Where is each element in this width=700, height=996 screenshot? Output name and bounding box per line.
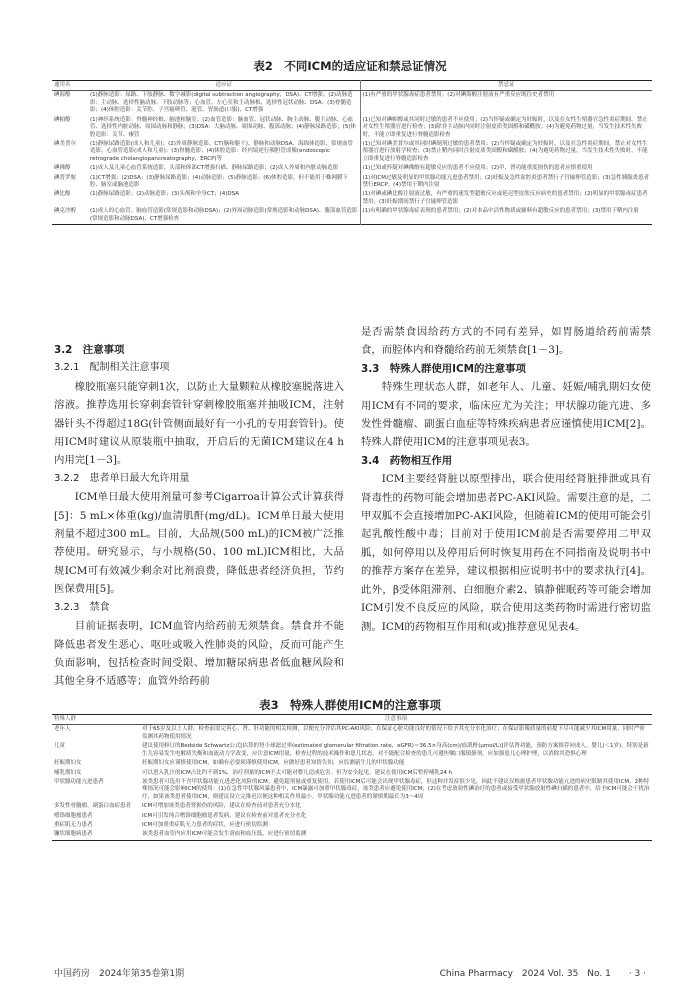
subsection-heading: 3.2.3 禁食 xyxy=(54,601,110,613)
table3-row xyxy=(52,759,652,768)
table2-row xyxy=(52,116,652,140)
table2-row xyxy=(52,174,652,191)
paragraph: 橡胶瓶塞只能穿刺1次，以防止大量颗粒从橡胶塞脱落进入溶液。推荐选用长穿刺套管针穿刺橡胶瓶塞并抽吸ICM，注射器针头不得超过18G(针管侧面最好有一小孔的专用套管针)。使用ICM时建议从原装瓶中抽取，开启后的无菌ICM建议在4 h内用完[1－3]。 xyxy=(54,380,344,467)
table2-cell-indication: (1)静脉尿路造影；(2)动脉造影；(3)头颅和全身CT；(4)DSA xyxy=(90,191,239,198)
table3-cell-note: 该类患者血管内应用ICM可能会发生溶血和血压低，应进行密切监测 xyxy=(142,831,307,838)
table2-cell-name: 碘比醇 xyxy=(54,191,71,198)
table3-row xyxy=(52,725,652,742)
table3-cell-group: 老年人 xyxy=(54,726,71,733)
table2-cell-name: 碘海醇 xyxy=(54,92,71,99)
table3-cell-note: ICM可加重重症肌无力患者的症状，应进行密切监测 xyxy=(142,822,268,829)
table2-cell-name: 碘美普尔 xyxy=(54,140,77,147)
table3-cell-group: 儿童 xyxy=(54,743,66,750)
table3-cell-note: 该类患者可选用不含甲状腺功能亢进恶化风险的ICM；避免超剂量或重复使用。若使用ICM后可能会出现甲状腺毒症，但这种并发症很少见，因此不建议仅根据患者甲状腺功能亢进的病史限制其使用ICM。2种特殊情况可能会影响ICM的使用：(1)在急性甲状腺风暴患者中，ICM暴露可加重甲状腺毒症，该类患者应避免使用ICM；(2)在考虑放射性碘治疗的患者或接受甲状腺放射性碘扫描的患者中，给予ICM可能会干扰治疗，如果该类患者使用ICM，则建议设立完推迟以便这种相关作用最小。甲状腺功能亢进患者的谨慎期最长为3～4周 xyxy=(142,778,650,800)
table3-header-note: 注意事项 xyxy=(140,715,652,725)
table2-cell-contraindication: (1)对ICM过敏及明显的甲状腺功能亢进患者禁用；(2)妊娠及急性盆腔炎患者禁行子宫输卵管造影；(3)急性胰腺炎患者禁行ERCP；(4)禁用于鞘内注射 xyxy=(360,174,652,191)
table3-cell-note: ICM可增加该类患者肾损伤的风险，建议在检查前对患者充分水化 xyxy=(142,803,301,810)
table3 xyxy=(52,714,652,841)
table3-cell-group: 多发性骨髓瘤、副蛋白血症患者 xyxy=(54,803,132,810)
table3-row xyxy=(52,778,652,802)
paragraph: ICM单日最大使用剂量可参考Cigarroa计算公式计算获得[5]：5 mL×体重(kg)/血清肌酐(mg/dL)。ICM单日最大使用剂量不超过300 mL。目前，大品规(500 mL)的ICM被广泛推荐使用。研究显示，与小规格(50、100 mL)ICM相比，大品规ICM可有效减少剩余对比剂浪费，降低患者经济负担，节约医保费用[5]。 xyxy=(54,491,344,596)
table2-header-name: 通用名 xyxy=(52,81,88,91)
table2-cell-contraindication: (1)对碘或碘比醇注射液过敏，有严重的速发型超敏反应或延迟型皮肤反应病史的患者禁用；(2)明显的甲状腺毒症患者禁用；(3)妊娠期间禁行子宫输卵管造影 xyxy=(360,190,652,207)
table2-cell-contraindication: (1)已知对碘帕醇或其同时过敏的患者不应使用；(2)当怀疑或确定为妊娠时，以及在女性生殖器官急性炎症期间，禁止对女性生殖器官进行检查；(3)除非主动脉内同时注射皮质类固醇和磺酰胺；(4)为避免药物过量，当发生技术性失败时，不能立即重复进行脊髓造影检查 xyxy=(360,116,652,140)
table3-cell-group: 哺乳期妇女 xyxy=(54,769,82,776)
table3-cell-group: 镰状细胞病患者 xyxy=(54,831,93,838)
table3-row xyxy=(52,812,652,821)
table2-cell-indication: (1)静脉尿路造影(成人和儿童)；(2)外周静脉造影、CT(脑和躯干)、静脉和动脉DSA、海绵体造影、常规血管造影、心血管造影(成人和儿童)；(3)脊髓造影；(4)体腔造影：经内镜逆行胰胆管成像(endoscopic retrograde cholangiopancreatography，ERCP)等 xyxy=(90,140,353,162)
section-heading: 3.2 注意事项 xyxy=(54,344,125,356)
table2-header-contraindication: 禁忌证 xyxy=(360,81,652,91)
right-column xyxy=(361,323,651,636)
table2-row xyxy=(52,164,652,173)
section-heading: 3.3 特殊人群使用ICM的注意事项 xyxy=(361,362,526,375)
paragraph: 是否需禁食因给药方式的不同有差异，如胃肠道给药前需禁食，而腔体内和脊髓给药前无须禁食[1－3]。 xyxy=(361,326,651,357)
table2-cell-name: 碘普罗胺 xyxy=(54,174,77,181)
table2-cell-indication: (1)成人及儿童心血管系统造影、头部和体部CT增强扫描、静脉尿路造影；(2)成人外周和内脏动脉造影 xyxy=(90,165,339,172)
table2-cell-indication: (1)CT增强；(2)DSA；(3)静脉尿路造影；(4)动脉造影；(5)静脉造影；(6)体腔造影，但不能用于蛛网膜下腔、脑室或脑池造影 xyxy=(90,174,349,189)
table3-cell-group: 嗜铬细胞瘤患者 xyxy=(54,812,93,819)
subsection-heading: 3.2.2 患者单日最大允许用量 xyxy=(54,472,190,484)
table3-caption: 表3 特殊人群使用ICM的注意事项 xyxy=(259,698,441,712)
table3-row xyxy=(52,830,652,840)
table3-cell-group: 妊娠期妇女 xyxy=(54,760,82,767)
table2-cell-indication: (1)静脉造影：尿路、下肢静脉、数字减影(digital subtraction angiography，DSA)、CT增强；(2)动脉造影：主动脉、选择性脑动脉、下肢动脉等；心血管、左心室和主动脉根、选择性冠状动脉、DSA；(3)脊髓造影；(4)体腔造影：关节腔、子宫输卵管、涎管、胃肠道(口服)、CT增强 xyxy=(90,92,353,114)
table3-row xyxy=(52,821,652,830)
table2-cell-contraindication: (1)已知或怀疑对碘佛醇有超敏反应的患者不应使用；(2)甲、肾功能重度损伤的患者应慎重使用 xyxy=(360,164,652,173)
paragraph: 特殊生理状态人群，如老年人、儿童、妊娠/哺乳期妇女使用ICM有不同的要求，临床应尤为关注；甲状腺功能亢进、多发性骨髓瘤、副蛋白血症等特殊疾病患者应谨慎使用ICM[2]。特殊人群使用ICM的注意事项见表3。 xyxy=(361,381,651,449)
table2-cell-contraindication: (1)已知对碘美普尔或其同时碘制剂过敏的患者禁用；(2)当怀疑或确定为妊娠时，以及在急性炎症期间，禁止对女性生殖器官进行放射学检查；(3)禁止鞘内同时注射皮质类固醇和磺酰胺；(4)为避免药物过量，当发生技术性失败时，不能立即重复进行脊髓造影检查 xyxy=(360,140,652,164)
table2-cell-name: 碘佛醇 xyxy=(54,165,71,172)
paragraph: ICM主要经肾脏以原型排出，联合使用经肾脏排泄或具有肾毒性的药物可能会增加患者PC-AKI风险。需要注意的是，二甲双胍不会直接增加PC-AKI风险，但随着ICM的使用可能会引起乳酸性酸中毒；目前对于使用ICM前是否需要停用二甲双胍，如何停用以及停用后何时恢复用药在不同指南及说明书中的推荐方案存在差异，建议根据相应说明书中的要求执行[4]。此外，β受体阻滞剂、白细胞介素2、镇静催眠药等可能会增加ICM引发不良反应的风险，联合使用这类药物时需进行密切监测。ICM的药物相互作用和(或)推荐意见见表4。 xyxy=(361,473,651,633)
table3-header-group: 特殊人群 xyxy=(52,715,140,725)
footer-journal-cn: 中国药房 2024年第35卷第1期 xyxy=(54,969,185,979)
table2-row xyxy=(52,207,652,224)
table2-row xyxy=(52,91,652,116)
table2-cell-indication: (1)神经系统造影：脊髓神经根、脑池和脑室；(2)血管造影：脑血管、冠状动脉、胸主动脉、腹主动脉、心血管、选择性内脏动脉、周围动脉和静脉；(3)DSA：大脑动脉、周围动脉、腹部动脉；(4)静脉尿路造影；(5)体腔造影：关节、瘘管 xyxy=(90,116,356,138)
table2-row xyxy=(52,190,652,207)
table2-caption: 表2 不同ICM的适应证和禁忌证情况 xyxy=(253,59,447,73)
table2-cell-name: 碘帕醇 xyxy=(54,116,71,123)
table2-cell-indication: (1)成人的心血管、脑血管造影(常规造影和动脉DSA)；(2)外周动脉造影(常规造影和动脉DSA)、腹部血管造影(常规造影和动脉DSA)、CT增强检查 xyxy=(90,208,358,222)
table3-cell-group: 重症肌无力患者 xyxy=(54,822,93,829)
table3-row xyxy=(52,742,652,759)
table2-row xyxy=(52,140,652,164)
footer-journal-en: China Pharmacy 2024 Vol. 35 No. 1 · 3 · xyxy=(439,969,646,979)
table2-header-indication: 适应证 xyxy=(88,81,360,91)
table3-row xyxy=(52,769,652,778)
table3-cell-note: 可以进入乳汁的ICM占比约不到1%，治疗剂量的ICM不太可能对婴儿造成危害。但为安全起见，建议在使用ICM后暂停哺乳24 h xyxy=(142,769,453,776)
table2-cell-name: 碘克沙醇 xyxy=(54,208,77,215)
table2 xyxy=(52,80,652,225)
table3-row xyxy=(52,802,652,811)
left-column xyxy=(54,341,344,691)
paragraph: 目前证据表明，ICM血管内给药前无须禁食。禁食并不能降低患者发生恶心、呕吐或吸入性肺炎的风险，反而可能产生负面影响，包括检查时间受限、增加糖尿病患者低血糖风险和其他全身不适感等；血管外给药前 xyxy=(54,620,344,688)
section-heading: 3.4 药物相互作用 xyxy=(361,454,453,467)
table3-cell-note: ICM可引发纯合嗜铬细胞瘤患者发病，建议在检查前对患者充分水化 xyxy=(142,812,307,819)
table3-cell-group: 甲状腺功能亢进患者 xyxy=(54,778,104,785)
table2-cell-contraindication: (1)有明确的甲状腺毒症表现的患者禁用；(2)对本品中活性物质或辅料有超敏反应的患者禁用；(3)禁用于鞘内注射 xyxy=(360,207,652,224)
table3-cell-note: 妊娠期妇女应谨慎使用ICM，如确有必要须谨慎使用ICM，应做好患者知情告知，应监测新生儿的甲状腺功能 xyxy=(142,760,405,767)
table2-cell-contraindication: (1)有严重的甲状腺毒症患者禁用；(2)对碘海醇注射液有严重反应既往史者禁用 xyxy=(360,91,652,116)
subsection-heading: 3.2.1 配制相关注意事项 xyxy=(54,362,170,374)
table3-cell-note: 对于65岁及以上人群，检查前需完善心、肾、肝功能的相关检测，以便充分评估其PC-AKI风险；在保证心脏功能良好的情况下给予其充分水化治疗；在保证影像质量的前提下尽可能减少其ICM用量，同时严密监测其药物使用情况 xyxy=(142,726,645,740)
table3-cell-note: 建议使用修订的Bedside Schwartz公式[估算的肾小球滤过率(estimated glomerular filtration rate，eGFR)＝36.5×身高(cm)/血肌酐(μmol/L)]评估肾功能，预防方案推荐同成人。婴儿(＜1岁)，特别是新生儿容易发生电解质失衡和血流动力学改变，应注意ICM用量，检查过程的技术操作和患儿状态，对不能配合检查的患儿可遵医嘱口服镇静剂。应加强患儿心理护理，以消除其恐惧心理 xyxy=(142,743,649,757)
